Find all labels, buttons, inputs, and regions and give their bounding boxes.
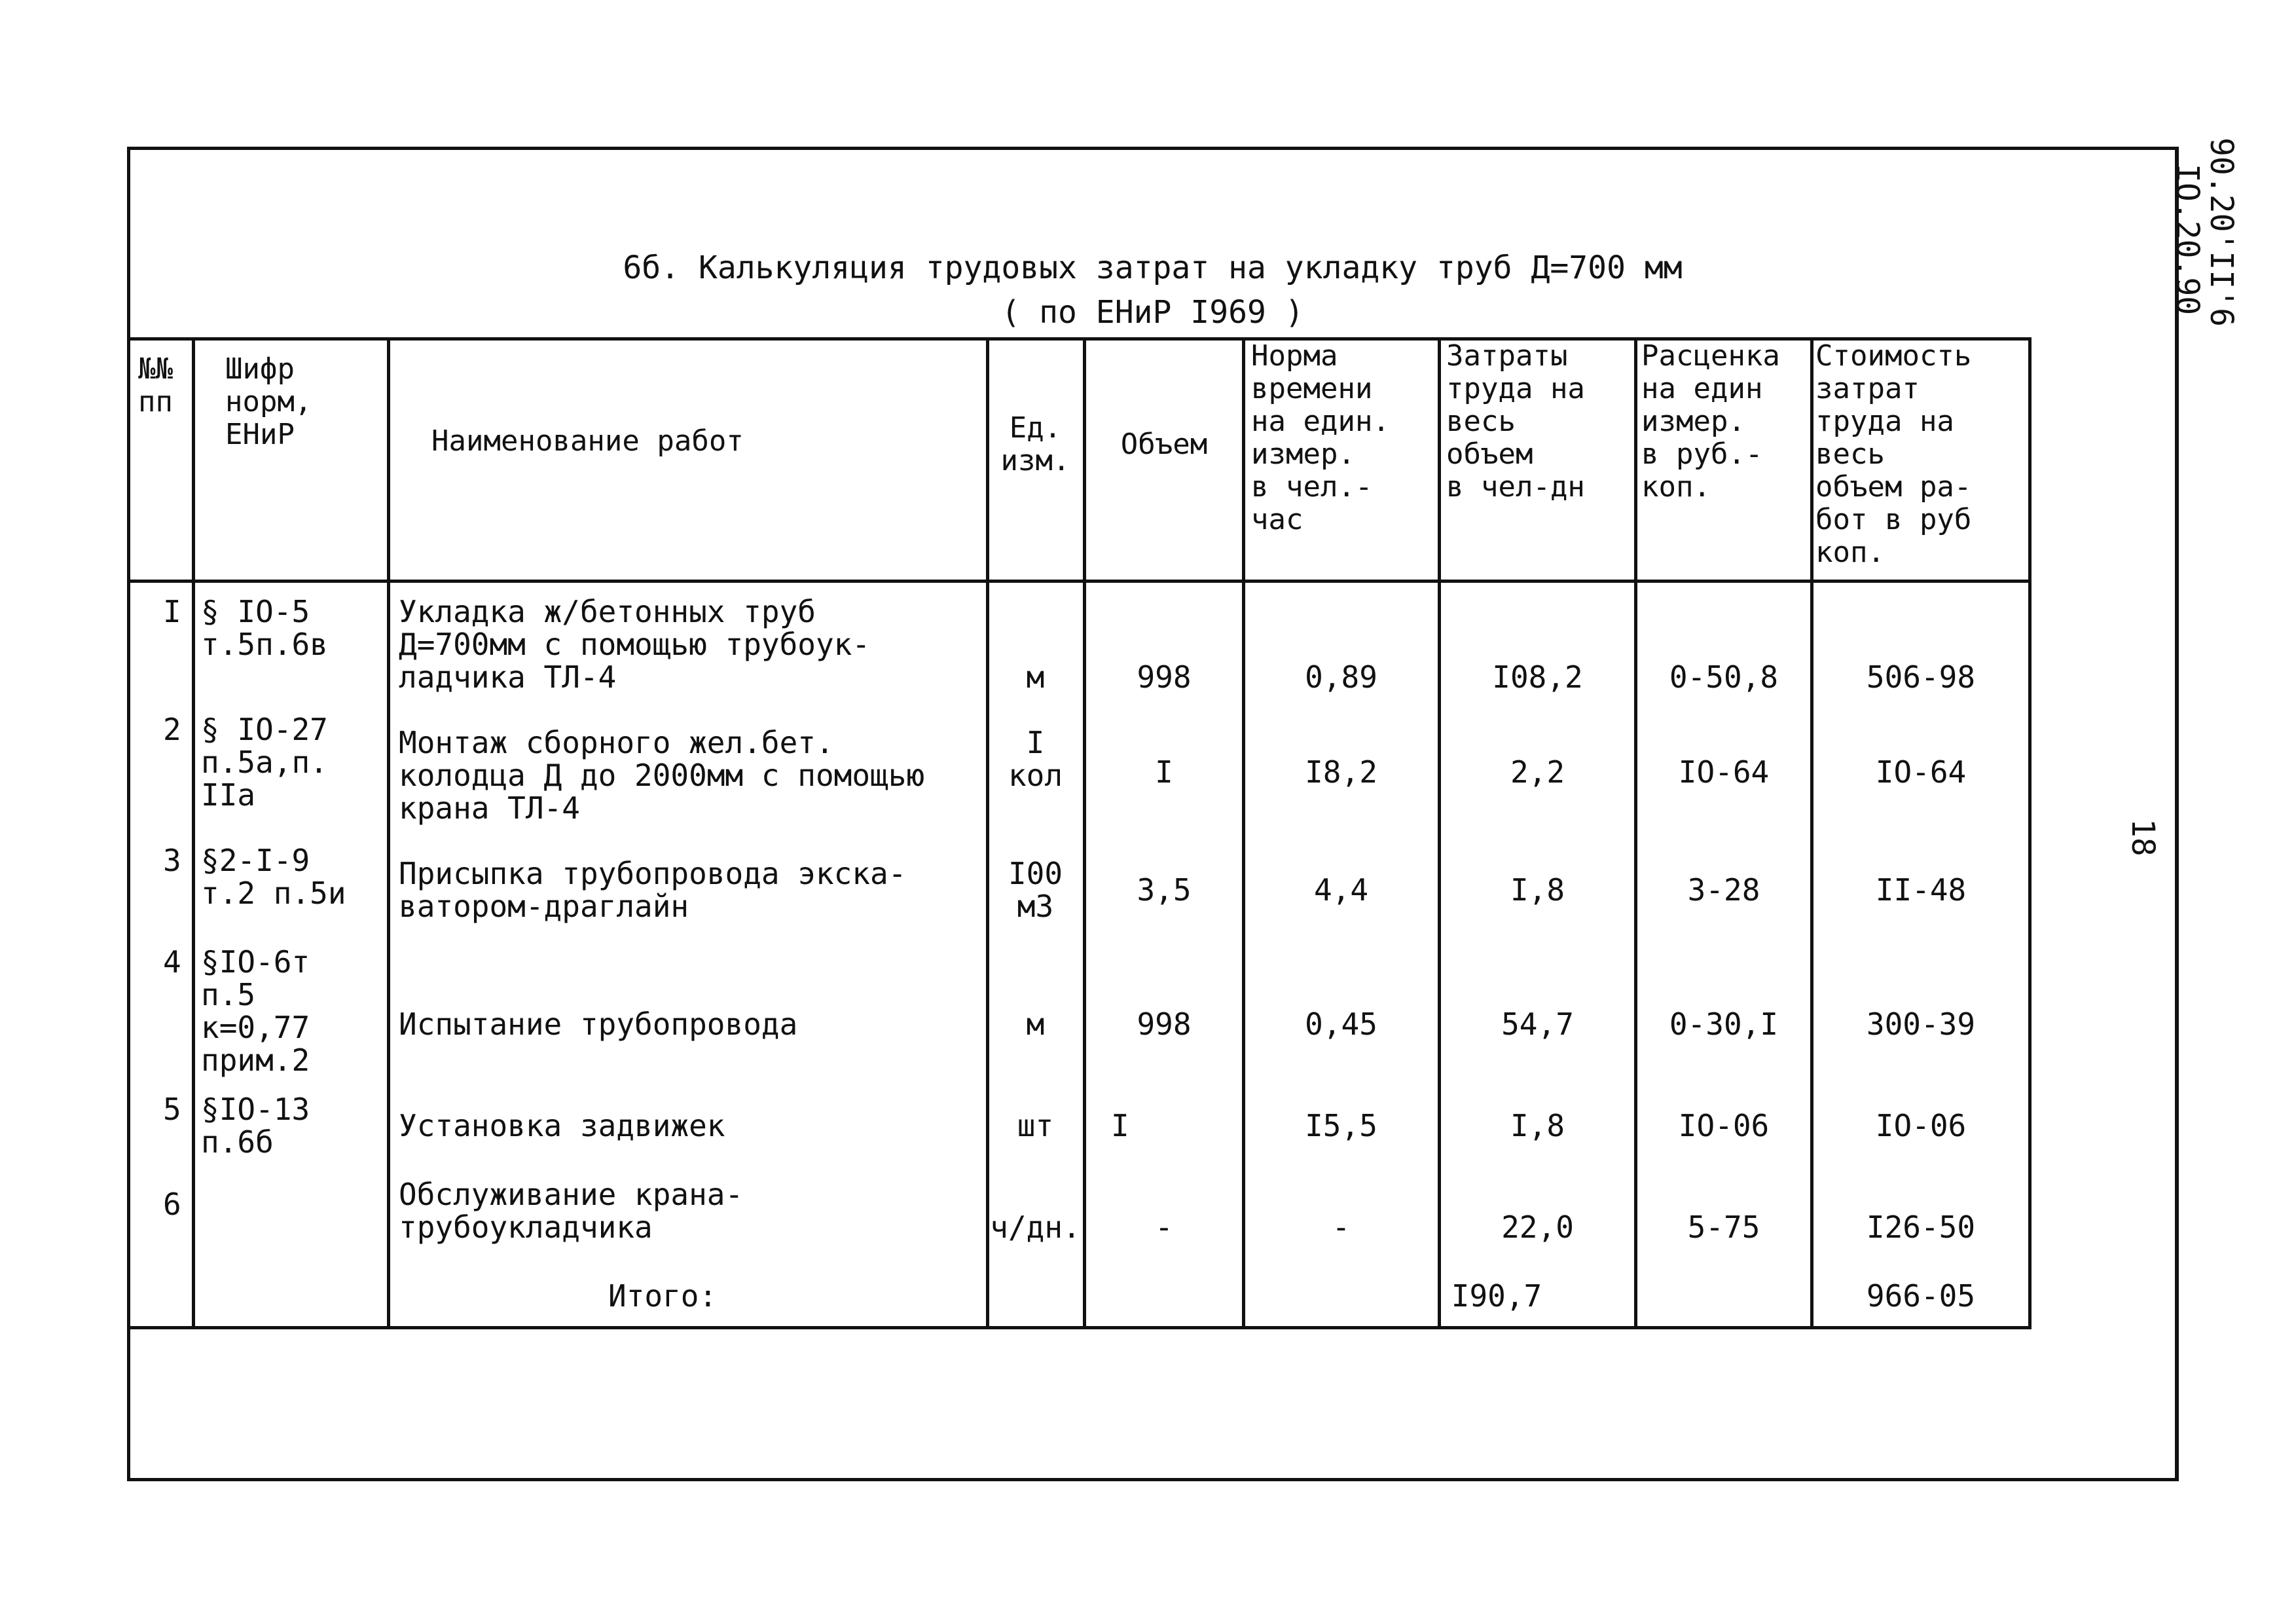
- row-6-norm: -: [1332, 1209, 1351, 1245]
- row-3-labor: I,8: [1510, 872, 1565, 908]
- col-rule: [1438, 337, 1441, 1329]
- row-1-name: Укладка ж/бетонных труб Д=700мм с помощью трубоук- ладчика ТЛ-4: [399, 594, 871, 695]
- row-3-volume: 3,5: [1137, 872, 1192, 908]
- row-4-rate: 0-30,I: [1669, 1006, 1779, 1042]
- header-rate: Расценка на един измер. в руб.- коп.: [1641, 339, 1780, 504]
- row-5-volume: I: [1111, 1108, 1129, 1143]
- row-4-cost: 300-39: [1866, 1006, 1976, 1042]
- row-5-num: 5: [163, 1092, 181, 1127]
- row-3-code: §2-I-9 т.2 п.5и: [201, 843, 346, 911]
- col-rule: [1083, 337, 1086, 1329]
- row-4-name: Испытание трубопровода: [399, 1006, 798, 1042]
- row-1-volume: 998: [1137, 659, 1192, 695]
- row-3-name: Присыпка трубопровода экска- ватором-драглайн: [399, 856, 907, 924]
- table-title: 6б. Калькуляция трудовых затрат на укладку труб Д=700 мм: [623, 249, 1683, 286]
- header-cost: Стоимость затрат труда на весь объем ра- бот в руб коп.: [1815, 339, 1972, 569]
- col-rule: [1634, 337, 1637, 1329]
- header-norm: Норма времени на един. измер. в чел.- час: [1251, 339, 1390, 536]
- header-name: Наименование работ: [431, 424, 744, 458]
- row-2-name: Монтаж сборного жел.бет. колодца Д до 2000мм с помощью крана ТЛ-4: [399, 725, 925, 826]
- row-5-labor: I,8: [1510, 1108, 1565, 1143]
- row-6-volume: -: [1155, 1209, 1173, 1245]
- row-2-norm: I8,2: [1305, 754, 1377, 790]
- row-5-name: Установка задвижек: [399, 1108, 725, 1143]
- total-cost: 966-05: [1866, 1278, 1976, 1314]
- row-4-labor: 54,7: [1501, 1006, 1574, 1042]
- row-4-volume: 998: [1137, 1006, 1192, 1042]
- header-labor: Затраты труда на весь объем в чел-дн: [1446, 339, 1585, 504]
- row-5-code: §IO-13 п.6б: [201, 1092, 310, 1160]
- row-4-unit: м: [1026, 1006, 1045, 1042]
- row-5-cost: IO-06: [1875, 1108, 1967, 1143]
- table-bottom-rule: [130, 1326, 2032, 1329]
- table-subtitle: ( по ЕНиР I969 ): [1001, 294, 1304, 331]
- col-rule: [192, 337, 195, 1329]
- header-unit: Ед. изм.: [1000, 411, 1070, 477]
- row-6-unit: ч/дн.: [990, 1209, 1081, 1245]
- document-frame: [127, 147, 2179, 1481]
- row-3-num: 3: [163, 843, 181, 878]
- header-num: №№ пп: [138, 352, 173, 418]
- row-2-code: § IO-27 п.5а,п. IIа: [201, 712, 328, 813]
- side-code-2: IO.20.90: [2169, 164, 2206, 316]
- row-1-cost: 506-98: [1866, 659, 1976, 695]
- row-6-cost: I26-50: [1866, 1209, 1976, 1245]
- side-code: 90.20'II'6: [2203, 138, 2240, 327]
- row-2-num: 2: [163, 712, 181, 747]
- row-2-unit: I кол: [1008, 725, 1063, 793]
- row-3-norm: 4,4: [1313, 872, 1369, 908]
- row-5-rate: IO-06: [1678, 1108, 1770, 1143]
- row-4-norm: 0,45: [1305, 1006, 1377, 1042]
- col-rule: [2028, 337, 2032, 1329]
- col-rule: [1810, 337, 1813, 1329]
- page-number: 18: [2124, 819, 2161, 857]
- row-1-num: I: [163, 594, 181, 629]
- header-volume: Объем: [1120, 428, 1208, 461]
- header-code: Шифр норм, ЕНиР: [225, 352, 312, 451]
- row-6-num: 6: [163, 1187, 181, 1222]
- row-1-labor: I08,2: [1492, 659, 1583, 695]
- row-3-unit: I00 м3: [1008, 856, 1063, 924]
- row-6-labor: 22,0: [1501, 1209, 1574, 1245]
- col-rule: [986, 337, 989, 1329]
- row-5-unit: шт: [1017, 1108, 1054, 1143]
- row-2-rate: IO-64: [1678, 754, 1770, 790]
- row-5-norm: I5,5: [1305, 1108, 1377, 1143]
- header-bottom-rule: [130, 580, 2032, 583]
- total-labor: I90,7: [1451, 1278, 1542, 1314]
- row-3-rate: 3-28: [1687, 872, 1760, 908]
- row-6-name: Обслуживание крана- трубоукладчика: [399, 1177, 744, 1245]
- row-3-cost: II-48: [1875, 872, 1967, 908]
- row-2-labor: 2,2: [1510, 754, 1565, 790]
- row-4-code: §IO-6т п.5 к=0,77 прим.2: [201, 944, 310, 1078]
- row-2-cost: IO-64: [1875, 754, 1967, 790]
- row-1-rate: 0-50,8: [1669, 659, 1779, 695]
- total-label: Итого:: [608, 1278, 718, 1314]
- row-6-rate: 5-75: [1687, 1209, 1760, 1245]
- row-4-num: 4: [163, 944, 181, 980]
- col-rule: [387, 337, 390, 1329]
- row-1-norm: 0,89: [1305, 659, 1377, 695]
- row-1-unit: м: [1026, 659, 1045, 695]
- row-1-code: § IO-5 т.5п.6в: [201, 594, 328, 662]
- row-2-volume: I: [1155, 754, 1173, 790]
- col-rule: [1242, 337, 1245, 1329]
